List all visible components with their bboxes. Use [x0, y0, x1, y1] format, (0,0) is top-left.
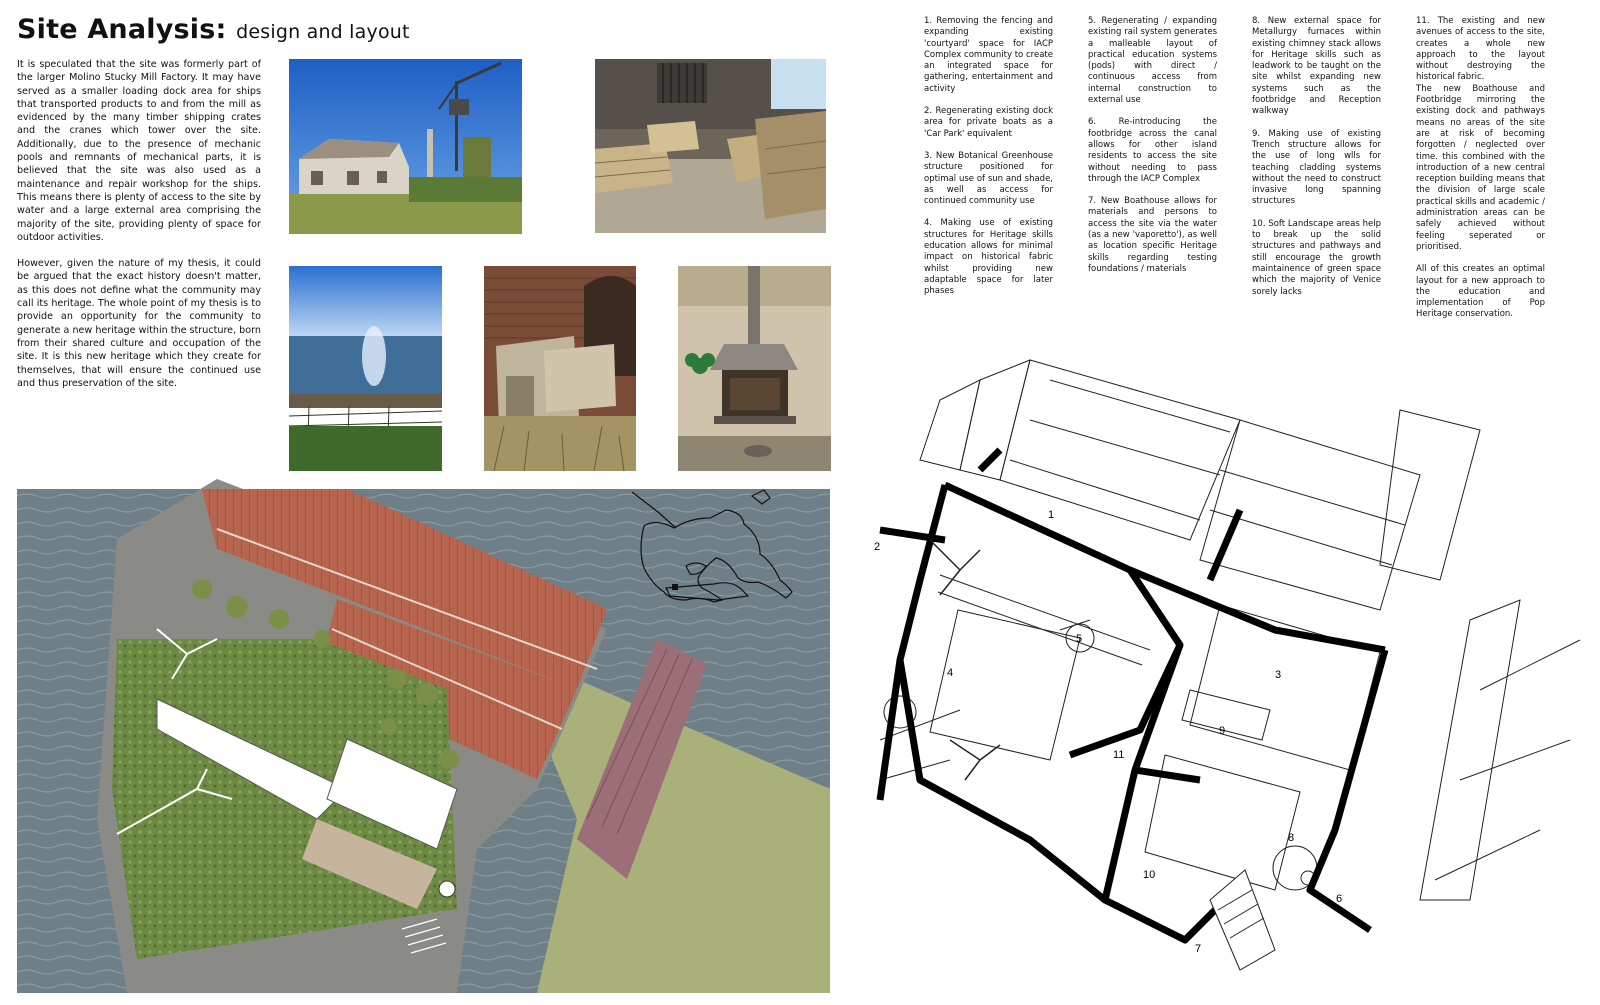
- notes-column-3: [1252, 16, 1381, 309]
- structure-4: [930, 610, 1083, 760]
- chimney-marker: [439, 881, 455, 897]
- path-south: [900, 660, 1105, 900]
- intro-text: [17, 58, 261, 403]
- trench-9: [1182, 690, 1270, 740]
- note-11-conclusion: All of this creates an optimal layout for a new approach to the education and implementation of Pop Heritage conservation.: [1416, 264, 1545, 320]
- note-3: 3. New Botanical Greenhouse structure positioned for optimal use of sun and shade, as well as access for continued community use: [924, 150, 1053, 207]
- site-plan-diagram: [874, 360, 1600, 1000]
- note-9: 9. Making use of existing Trench structure allows for the use of long wlls for teaching cladding systems without the need to construct invasive long spanning structures: [1252, 128, 1381, 207]
- path-6: [1310, 650, 1385, 930]
- plan-label-3: 3: [1275, 669, 1282, 681]
- title-main: Site Analysis:: [17, 14, 227, 45]
- note-10: 10. Soft Landscape areas help to break up the solid structures and pathways and still encourage the growth maintainence of green space which the majority of Venice sorely lacks: [1252, 218, 1381, 297]
- plan-label-10: 10: [1143, 869, 1156, 881]
- note-5: 5. Regenerating / expanding existing rail system generates a malleable layout of practical education systems (pods) with direct / continuous access from internal construction to external use: [1088, 16, 1217, 106]
- photo-building-crane: [289, 59, 522, 234]
- path-10: [1105, 570, 1240, 940]
- access-paths: [880, 450, 1385, 940]
- location-key-map: [630, 488, 830, 614]
- note-4: 4. Making use of existing structures for Heritage skills education allows for minimal impact on historical fabric whilst providing new adaptable space for later phases: [924, 218, 1053, 297]
- plan-label-6: 6: [1336, 893, 1343, 905]
- note-11-body: The new Boathouse and Footbridge mirroring the existing dock and pathways means no areas of the site are at risk of becoming forgotten / neglected over time. this combined with the introduction of a new central reception building means that the division of large scale practical skills and academic / administration areas can be safely achieved without feeling seperated or prioritised.: [1416, 83, 1545, 252]
- intro-paragraph-2: However, given the nature of my thesis, it could be argued that the exact history doesn't matter, as this does not define what the community may call its heritage. The whole point of my thesis is to provide an opportunity for the community to generate a new heritage within the structure, born from their shared culture and occupation of the site. It is this new heritage which they create for themselves, that will ensure the continued use and thus preservation of the site.: [17, 258, 261, 389]
- plan-label-11: 11: [1113, 749, 1125, 761]
- note-1: 1. Removing the fencing and expanding existing 'courtyard' space for IACP Complex community to create an integrated space for gathering, entertainment and activity: [924, 16, 1053, 94]
- plan-label-5: 5: [1076, 633, 1083, 645]
- title-subtitle: design and layout: [236, 21, 410, 43]
- boathouse-7: [1210, 870, 1275, 970]
- intro-paragraph-1: It is speculated that the site was formerly part of the larger Molino Stucky Mill Factory. It may have served as a smaller loading dock area for ships that transported products to and from the mill as evidenced by the many timber shipping crates and the cranes which tower over the site. Additionally, due to the presence of mechanic pools and remnants of mechanical parts, it is believed that the site was also used as a maintenance and repair workshop for the ships. This means there is plenty of access to the site by water and a large external area comprising the majority of the site, providing plenty of space for outdoor activities.: [17, 59, 261, 243]
- plan-label-1: 1: [1048, 509, 1055, 521]
- note-11-intro: 11. The existing and new avenues of access to the site, creates a whole new approach to the layout without destroying the historical fabric.: [1416, 16, 1545, 83]
- plan-label-8: 8: [1288, 832, 1295, 844]
- notes-column-1: [924, 16, 1053, 309]
- photo-lagoon: [289, 266, 442, 471]
- note-6: 6. Re-introducing the footbridge across the canal allows for other island residents to access the site without needing to pass through the IACP Complex: [1088, 117, 1217, 184]
- notes-column-4: [1416, 16, 1545, 332]
- notes-column-2: [1088, 16, 1217, 286]
- plan-label-7: 7: [1195, 943, 1202, 955]
- crane-symbols: [930, 540, 1000, 780]
- page-title: [17, 12, 410, 50]
- note-8: 8. New external space for Metallurgy furnaces within existing chimney stack allows for Heritage skills such as leadwork to be taught on the site whilst expanding new systems such as the footbridge and Reception walkway: [1252, 16, 1381, 117]
- note-7: 7. New Boathouse allows for materials and persons to access the site via the water (as a new 'vaporetto'), as well as location specific Heritage skills regarding testing foundations / materials: [1088, 196, 1217, 274]
- note-2: 2. Regenerating existing dock area for private boats as a 'Car Park' equivalent: [924, 106, 1053, 139]
- plan-label-4: 4: [947, 667, 954, 679]
- plan-label-9: 9: [1219, 725, 1226, 737]
- photo-forge-hood: [678, 266, 831, 471]
- photo-brick-crates: [484, 266, 636, 471]
- photo-crates-interior: [595, 59, 826, 233]
- plan-label-2: 2: [874, 541, 881, 553]
- site-location-marker: [672, 584, 678, 590]
